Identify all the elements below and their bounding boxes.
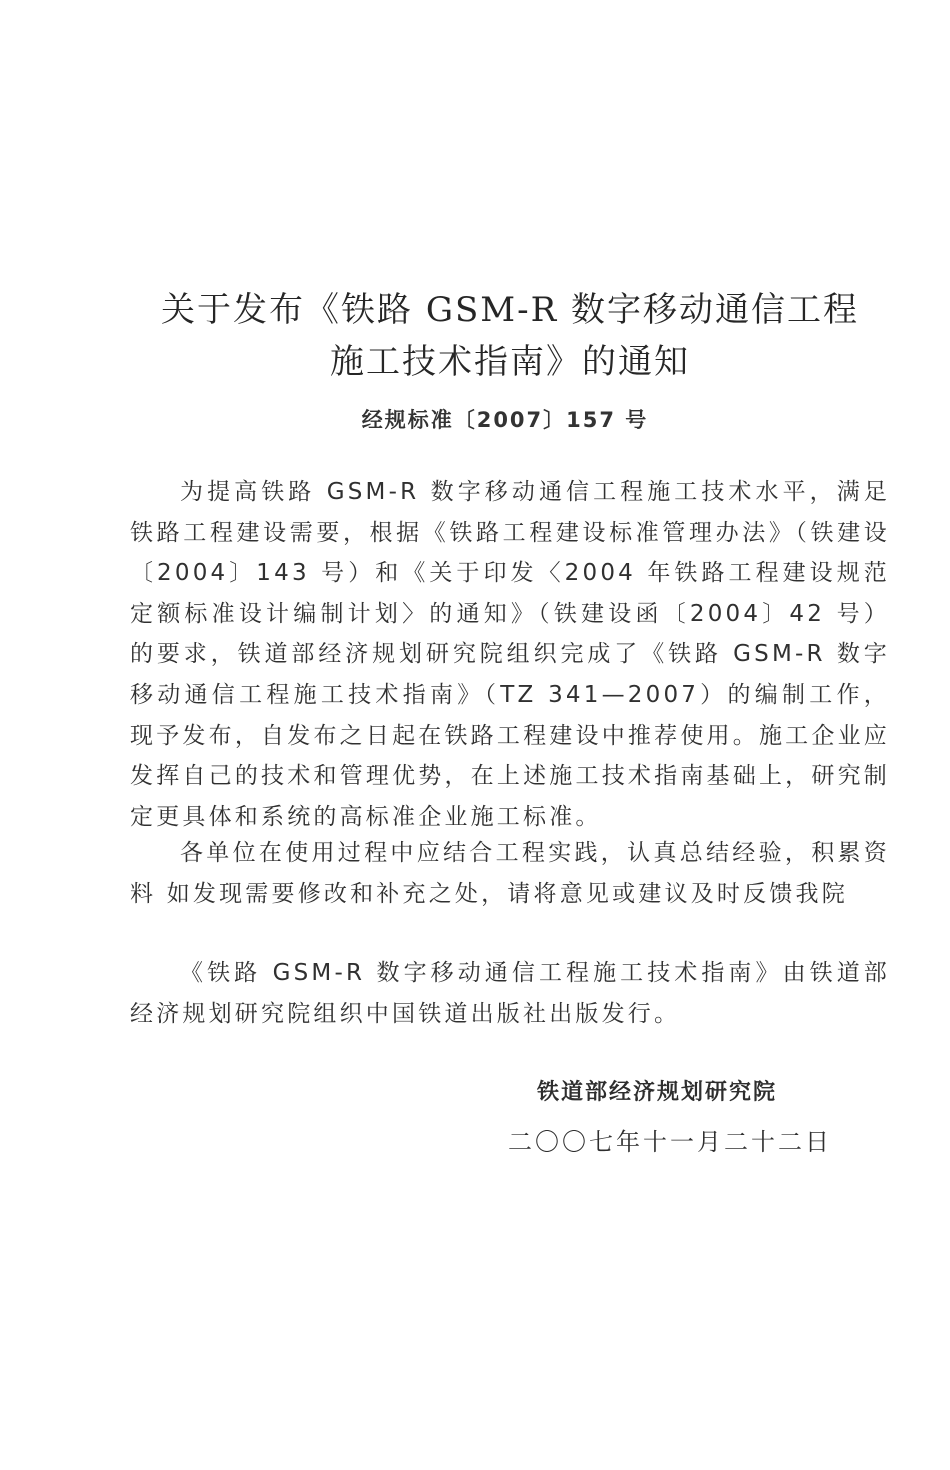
title-line-1: 关于发布《铁路 GSM-R 数字移动通信工程 [161, 290, 859, 330]
issue-date: 二〇〇七年十一月二十二日 [508, 1128, 832, 1156]
paragraph-2-text: 各单位在使用过程中应结合工程实践，认真总结经验，积累资料 如发现需要修改和补充之处，请将意见或建议及时反馈我院 [130, 840, 890, 907]
title-line-2: 施工技术指南》的通知 [330, 342, 690, 382]
paragraph-1 [130, 472, 890, 837]
paragraph-2 [130, 833, 890, 914]
issuer-signature: 铁道部经济规划研究院 [537, 1080, 778, 1105]
paragraph-3-text: 《铁路 GSM-R 数字移动通信工程施工技术指南》由铁道部经济规划研究院组织中国铁道出版社出版发行。 [130, 960, 890, 1027]
paragraph-1-text: 为提高铁路 GSM-R 数字移动通信工程施工技术水平，满足铁路工程建设需要，根据《铁路工程建设标准管理办法》（铁建设〔2004〕143 号）和《关于印发〈2004 年铁路工程建设规范定额标准设计编制计划〉的通知》（铁建设函〔2004〕42 号）的要求，铁道部经济规划研究院组织完成了《铁路 GSM-R 数字移动通信工程施工技术指南》（TZ 341—2007）的编制工作，现予发布，自发布之日起在铁路工程建设中推荐使用。施工企业应发挥自己的技术和管理优势，在上述施工技术指南基础上，研究制定更具体和系统的高标准企业施工标准。 [130, 479, 890, 830]
document-number: 经规标准〔2007〕157 号 [361, 408, 649, 432]
paragraph-3 [130, 953, 890, 1034]
